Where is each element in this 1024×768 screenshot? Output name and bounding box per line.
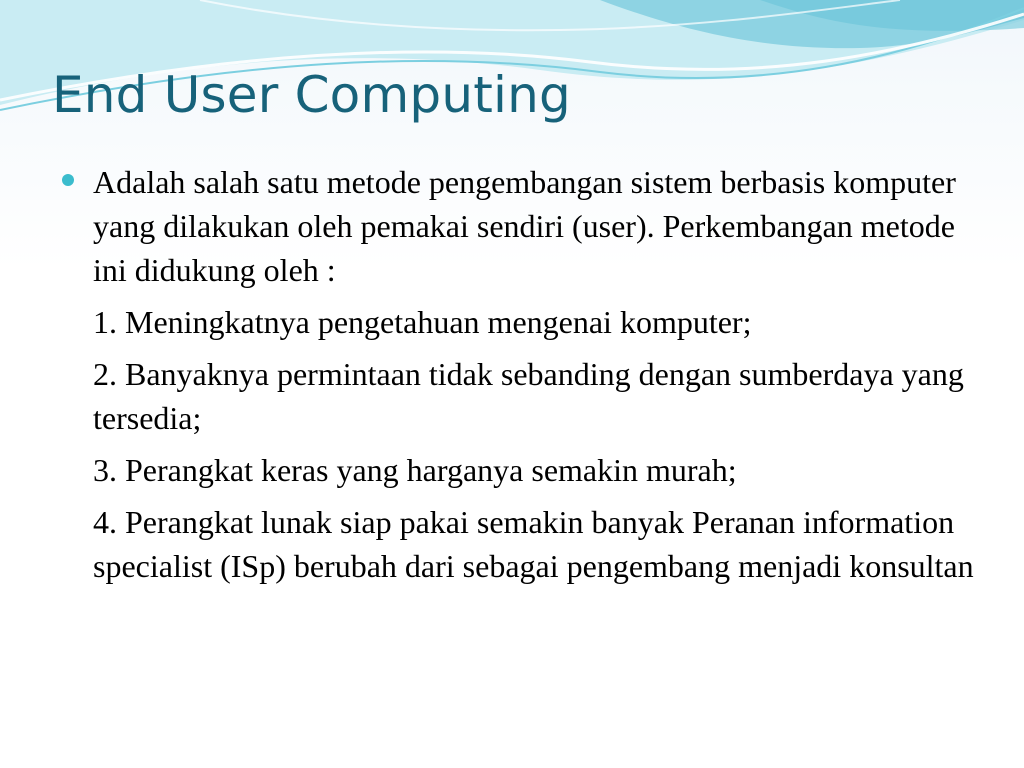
- point-2: 2. Banyaknya permintaan tidak sebanding dengan sumberdaya yang tersedia;: [93, 356, 964, 436]
- bullet-text: Adalah salah satu metode pengembangan sistem berbasis komputer yang dilakukan oleh pemakai sendiri (user). Perkembangan metode ini didukung oleh :: [93, 164, 956, 288]
- slide-content: [62, 160, 982, 588]
- bullet-dot-icon: [62, 174, 74, 186]
- bullet-item: [62, 160, 982, 292]
- point-3: 3. Perangkat keras yang harganya semakin murah;: [93, 452, 737, 488]
- slide-title: End User Computing: [52, 66, 571, 124]
- point-4: 4. Perangkat lunak siap pakai semakin banyak Peranan information specialist (ISp) berubah dari sebagai pengembang menjadi konsultan: [93, 504, 974, 584]
- point-1: 1. Meningkatnya pengetahuan mengenai komputer;: [93, 304, 752, 340]
